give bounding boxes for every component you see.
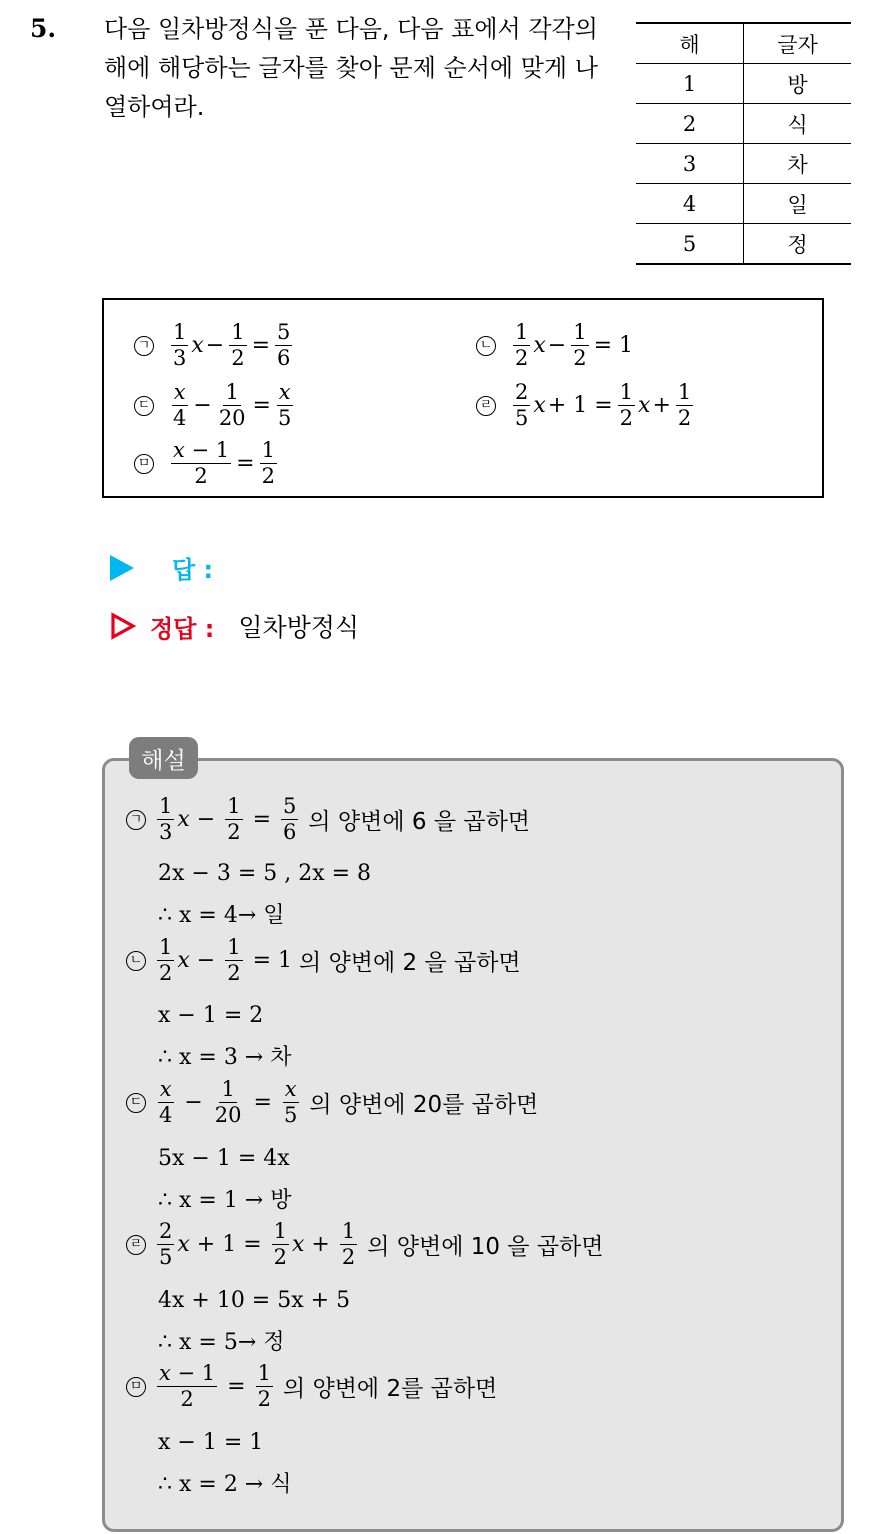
cell-solution: 2 xyxy=(636,104,744,144)
solution-step-b: ㄴ $\frac{1}{2}$ x − $\frac{1}{2}$ = 1 의 양변에 2 을 곱하면 xyxy=(126,937,521,984)
cell-solution: 1 xyxy=(636,64,744,104)
correct-answer-label: 정답 : xyxy=(150,614,215,643)
table-row xyxy=(636,64,851,104)
table-row xyxy=(636,184,851,224)
marker-c-icon: ㄷ xyxy=(134,396,154,416)
solution-line: x − 1 = 2 xyxy=(158,1003,264,1028)
marker-b-icon: ㄴ xyxy=(126,951,146,971)
correct-answer-value: 일차방정식 xyxy=(238,613,360,642)
table-row xyxy=(636,104,851,144)
cell-letter: 차 xyxy=(744,144,852,184)
answer-row xyxy=(110,550,213,585)
solution-line: ∴ x = 5→ 정 xyxy=(158,1330,285,1355)
solution-step-b-text: 의 양변에 2 을 곱하면 xyxy=(299,950,521,976)
table-header-row xyxy=(636,23,851,64)
solution-tag: 해설 xyxy=(129,737,198,779)
equation-c: ㄷ $\frac{x}{4}$ − $\frac{1}{20}$ = $\frac{x}{5}$ xyxy=(134,382,296,429)
solution-line: ∴ x = 1 → 방 xyxy=(158,1188,292,1213)
solution-line: x − 1 = 1 xyxy=(158,1430,264,1455)
header-solution: 해 xyxy=(636,23,744,64)
question-text: 다음 일차방정식을 푼 다음, 다음 표에서 각각의 해에 해당하는 글자를 찾아 문제 순서에 맞게 나열하여라. xyxy=(104,15,598,121)
solution-step-d: ㄹ $\frac{2}{5}$ x + 1 = $\frac{1}{2}$ x + $\frac{1}{2}$ 의 양변에 10 을 곱하면 xyxy=(126,1221,604,1268)
marker-d-icon: ㄹ xyxy=(476,396,496,416)
marker-c-icon: ㄷ xyxy=(126,1093,146,1113)
correct-answer-row xyxy=(110,608,359,644)
cell-letter: 일 xyxy=(744,184,852,224)
solution-line: ∴ x = 4→ 일 xyxy=(158,903,285,928)
equation-box xyxy=(102,298,824,498)
table-row xyxy=(636,144,851,184)
cell-solution: 4 xyxy=(636,184,744,224)
solution-line: 4x + 10 = 5x + 5 xyxy=(158,1288,351,1313)
table-row xyxy=(636,224,851,265)
question-number: 5. xyxy=(30,14,57,43)
marker-e-icon: ㅁ xyxy=(134,454,154,474)
marker-b-icon: ㄴ xyxy=(476,336,496,356)
outline-triangle-icon xyxy=(110,612,136,640)
cell-solution: 5 xyxy=(636,224,744,265)
solution-letter-table xyxy=(636,22,851,265)
solution-step-a-text: 의 양변에 6 을 곱하면 xyxy=(308,809,531,835)
equation-a: ㄱ $\frac{1}{3}$ x − $\frac{1}{2}$ = $\frac{5}{6}$ xyxy=(134,322,295,369)
cell-letter: 방 xyxy=(744,64,852,104)
header-letter: 글자 xyxy=(744,23,852,64)
play-triangle-icon xyxy=(110,555,134,581)
solution-line: ∴ x = 3 → 차 xyxy=(158,1045,292,1070)
solution-line: 5x − 1 = 4x xyxy=(158,1146,290,1171)
solution-line: 2x − 3 = 5 , 2x = 8 xyxy=(158,861,372,886)
equation-b: ㄴ $\frac{1}{2}$ x − $\frac{1}{2}$ = 1 xyxy=(476,322,635,369)
cell-letter: 식 xyxy=(744,104,852,144)
equation-d: ㄹ $\frac{2}{5}$ x + 1 = $\frac{1}{2}$ x + $\frac{1}{2}$ xyxy=(476,382,696,429)
answer-label: 답 : xyxy=(172,556,214,584)
solution-step-e-text: 의 양변에 2를 곱하면 xyxy=(282,1376,498,1402)
solution-line: ∴ x = 2 → 식 xyxy=(158,1472,292,1497)
solution-step-e: ㅁ $\frac{x - 1}{2}$ = $\frac{1}{2}$ 의 양변에 2를 곱하면 xyxy=(126,1363,497,1410)
marker-a-icon: ㄱ xyxy=(134,336,154,356)
solution-step-d-text: 의 양변에 10 을 곱하면 xyxy=(367,1234,604,1260)
solution-step-c-text: 의 양변에 20를 곱하면 xyxy=(309,1092,539,1118)
solution-step-a: ㄱ $\frac{1}{3}$ x − $\frac{1}{2}$ = $\frac{5}{6}$ 의 양변에 6 을 곱하면 xyxy=(126,796,530,843)
marker-e-icon: ㅁ xyxy=(126,1377,146,1397)
cell-solution: 3 xyxy=(636,144,744,184)
cell-letter: 정 xyxy=(744,224,852,265)
marker-a-icon: ㄱ xyxy=(126,810,146,830)
marker-d-icon: ㄹ xyxy=(126,1235,146,1255)
solution-step-c: ㄷ $\frac{x}{4}$ − $\frac{1}{20}$ = $\frac{x}{5}$ 의 양변에 20를 곱하면 xyxy=(126,1079,538,1126)
equation-e: ㅁ $\frac{x - 1}{2}$ = $\frac{1}{2}$ xyxy=(134,440,280,487)
